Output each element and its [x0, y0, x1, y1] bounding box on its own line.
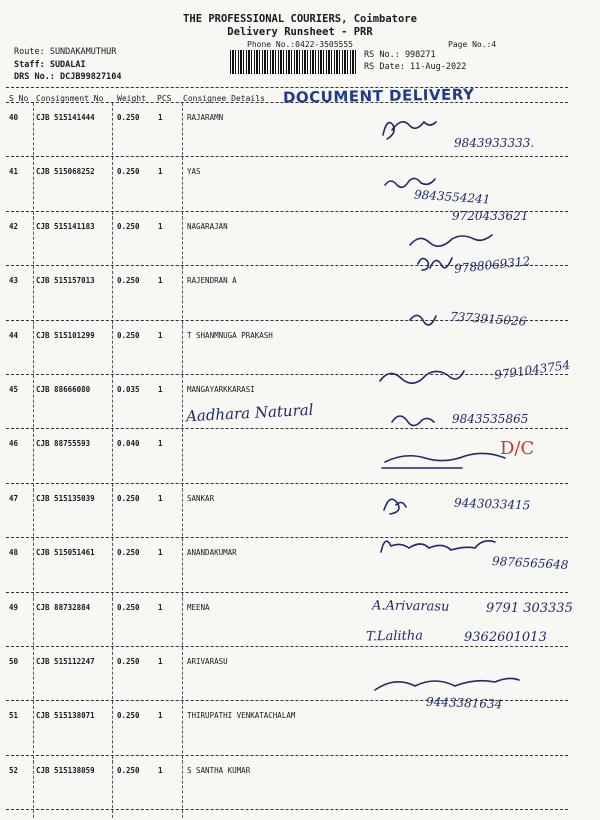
- row-divider: [6, 428, 568, 429]
- handwritten-phone-41: 9843554241: [413, 187, 491, 207]
- row-sno: 40: [9, 113, 19, 122]
- phone-number: Phone No.:0422-3505555: [247, 40, 353, 49]
- row-sno: 45: [9, 385, 19, 394]
- column-separator: [182, 266, 183, 328]
- row-weight: 0.040: [117, 439, 140, 448]
- dc-mark-47: D/C: [500, 438, 535, 459]
- row-pcs: 1: [158, 222, 163, 231]
- row-divider: [6, 755, 568, 756]
- row-sno: 46: [9, 439, 19, 448]
- column-separator: [33, 701, 34, 763]
- document-delivery-stamp: DOCUMENT DELIVERY: [282, 85, 475, 107]
- row-pcs: 1: [158, 603, 163, 612]
- row-consignee-name: YAS: [187, 167, 201, 176]
- row-pcs: 1: [158, 385, 163, 394]
- handwritten-phone-48: 9443033415: [453, 495, 531, 513]
- column-separator: [182, 157, 183, 219]
- row-weight: 0.250: [117, 276, 140, 285]
- row-sno: 47: [9, 494, 19, 503]
- col-pcs-header: PCS: [157, 94, 172, 103]
- row-sno: 41: [9, 167, 19, 176]
- row-consignee-name: SANKAR: [187, 494, 215, 503]
- column-separator: [33, 157, 34, 219]
- handwritten-signature-51: T.Lalitha: [365, 628, 424, 645]
- handwritten-phone-42: 9720433621: [452, 209, 529, 223]
- column-separator: [112, 266, 113, 328]
- row-pcs: 1: [158, 331, 163, 340]
- rs-number: RS No.: 998271: [364, 50, 436, 60]
- row-divider: [6, 646, 568, 647]
- row-pcs: 1: [158, 167, 163, 176]
- staff: Staff: SUDALAI: [14, 60, 86, 70]
- row-sno: 44: [9, 331, 19, 340]
- row-consignment-no: CJB 515135039: [36, 494, 95, 503]
- handwritten-phone-40: 9843933333.: [454, 136, 535, 150]
- column-separator: [182, 701, 183, 763]
- handwritten-phone-45: 9791043754: [493, 357, 571, 383]
- column-separator: [112, 538, 113, 600]
- row-consignment-no: CJB 88755593: [36, 439, 91, 448]
- row-consignment-no: CJB 515112247: [36, 657, 95, 666]
- row-consignee-name: T SHANMNUGA PRAKASH: [187, 331, 273, 340]
- row-pcs: 1: [158, 113, 163, 122]
- row-weight: 0.250: [117, 548, 140, 557]
- row-sno: 51: [9, 711, 19, 720]
- row-consignment-no: CJB 88666080: [36, 385, 91, 394]
- row-pcs: 1: [158, 494, 163, 503]
- row-pcs: 1: [158, 657, 163, 666]
- column-separator: [112, 157, 113, 219]
- row-weight: 0.250: [117, 766, 140, 775]
- row-consignment-no: CJB 515068252: [36, 167, 95, 176]
- row-sno: 42: [9, 222, 19, 231]
- row-weight: 0.250: [117, 603, 140, 612]
- company-title: THE PROFESSIONAL COURIERS, Coimbatore: [183, 13, 417, 25]
- row-consignee-name: MEENA: [187, 603, 210, 612]
- row-weight: 0.250: [117, 657, 140, 666]
- row-consignment-no: CJB 515051461: [36, 548, 95, 557]
- handwritten-signature-50: A.Arivarasu: [371, 598, 450, 615]
- handwritten-phone-49: 9876565648: [491, 554, 569, 572]
- row-consignment-no: CJB 515141183: [36, 222, 95, 231]
- row-weight: 0.250: [117, 494, 140, 503]
- column-separator: [112, 429, 113, 491]
- row-divider: [6, 374, 568, 375]
- row-consignment-no: CJB 515101299: [36, 331, 95, 340]
- row-consignment-no: CJB 515141444: [36, 113, 95, 122]
- table-row: [0, 711, 600, 765]
- column-separator: [33, 266, 34, 328]
- row-consignment-no: CJB 515157013: [36, 276, 95, 285]
- runsheet-title: Delivery Runsheet - PRR: [227, 26, 373, 38]
- col-weight-header: Weight: [117, 94, 146, 103]
- handwritten-phone-51: 9362601013: [464, 630, 547, 645]
- row-weight: 0.250: [117, 113, 140, 122]
- row-divider: [6, 537, 568, 538]
- row-divider: [6, 809, 568, 810]
- row-sno: 50: [9, 657, 19, 666]
- row-weight: 0.250: [117, 331, 140, 340]
- column-separator: [33, 538, 34, 600]
- row-divider: [6, 592, 568, 593]
- row-consignee-name: NAGARAJAN: [187, 222, 228, 231]
- row-consignee-name: RAJENDRAN A: [187, 276, 237, 285]
- row-pcs: 1: [158, 439, 163, 448]
- row-weight: 0.250: [117, 167, 140, 176]
- row-consignee-name: RAJARAMN: [187, 113, 224, 122]
- handwritten-phone-46: 9843535865: [452, 412, 529, 426]
- page-number: Page No.:4: [448, 40, 497, 49]
- col-consignee-header: Consignee Details: [183, 94, 265, 103]
- table-row: [0, 657, 600, 711]
- row-consignee-name: ANANDAKUMAR: [187, 548, 237, 557]
- row-pcs: 1: [158, 548, 163, 557]
- column-separator: [182, 538, 183, 600]
- column-separator: [112, 701, 113, 763]
- column-separator: [182, 429, 183, 491]
- row-consignment-no: CJB 515138071: [36, 711, 95, 720]
- row-sno: 48: [9, 548, 19, 557]
- drs-number: DRS No.: DCJB99827104: [14, 72, 122, 82]
- row-sno: 52: [9, 766, 19, 775]
- row-pcs: 1: [158, 276, 163, 285]
- col-consignment-header: Consignment No: [36, 94, 104, 103]
- row-divider: [6, 483, 568, 484]
- rs-date: RS Date: 11-Aug-2022: [364, 62, 467, 72]
- row-sno: 43: [9, 276, 19, 285]
- row-divider: [6, 102, 568, 103]
- column-separator: [33, 429, 34, 491]
- handwritten-note-46: Aadhara Natural: [185, 400, 314, 426]
- row-divider: [6, 156, 568, 157]
- handwritten-phone-50: 9791 303335: [486, 601, 573, 616]
- table-row: [0, 766, 600, 820]
- row-weight: 0.250: [117, 711, 140, 720]
- row-consignee-name: S SANTHA KUMAR: [187, 766, 251, 775]
- row-pcs: 1: [158, 711, 163, 720]
- handwritten-phone-52: 9443381634: [425, 694, 503, 712]
- row-pcs: 1: [158, 766, 163, 775]
- col-sno-header: S No: [9, 94, 29, 103]
- barcode: [230, 50, 358, 74]
- route: Route: SUNDAKAMUTHUR: [14, 47, 117, 57]
- row-weight: 0.250: [117, 222, 140, 231]
- handwritten-phone-43: 9788069312: [453, 254, 531, 276]
- row-consignee-name: THIRUPATHI VENKATACHALAM: [187, 711, 296, 720]
- row-consignee-name: ARIVARASU: [187, 657, 228, 666]
- row-consignee-name: MANGAYARKKARASI: [187, 385, 255, 394]
- handwritten-phone-44: 7373915026: [449, 309, 527, 329]
- row-consignment-no: CJB 88732884: [36, 603, 91, 612]
- row-consignment-no: CJB 515138059: [36, 766, 95, 775]
- row-weight: 0.035: [117, 385, 140, 394]
- row-sno: 49: [9, 603, 19, 612]
